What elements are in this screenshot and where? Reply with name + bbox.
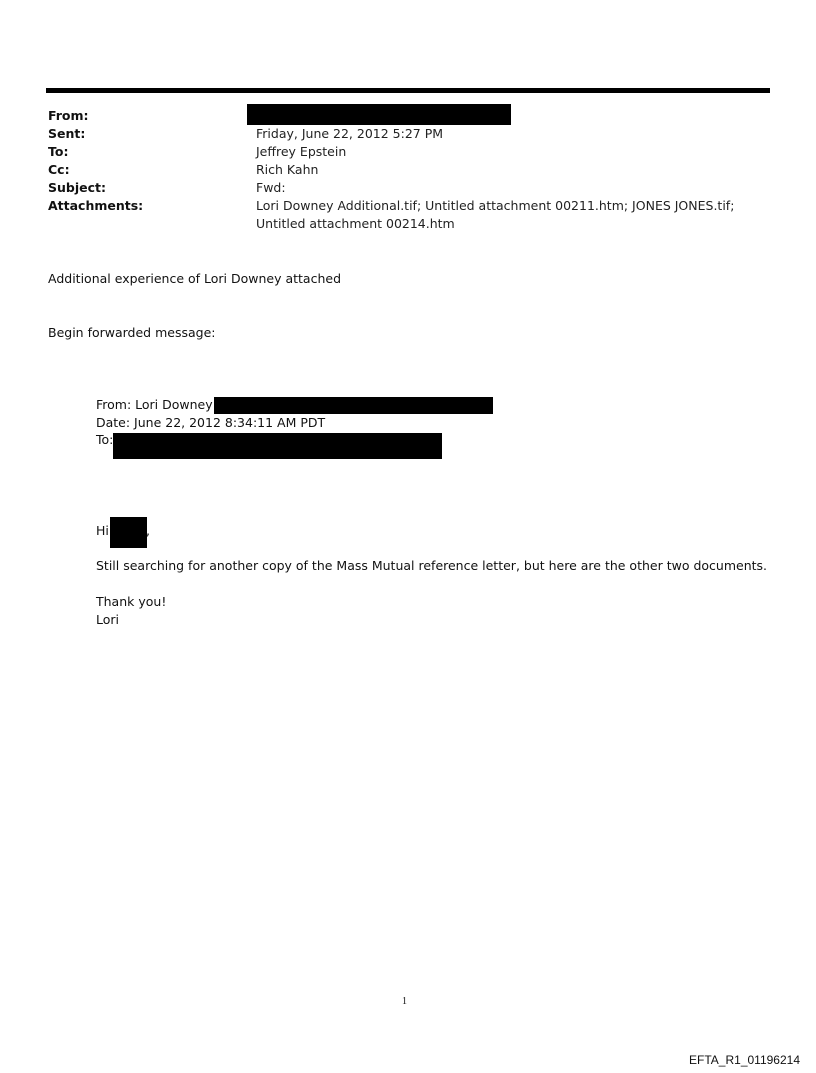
page-number: 1 — [402, 996, 407, 1007]
attachments-value: Lori Downey Additional.tif; Untitled attachment 00211.htm; JONES JONES.tif; Untitled attachment 00214.htm — [256, 198, 735, 231]
intro-text: Additional experience of Lori Downey attached — [48, 271, 341, 286]
to-label: To: — [48, 144, 69, 159]
forward-note: Begin forwarded message: — [48, 325, 216, 340]
cc-label: Cc: — [48, 162, 70, 177]
from-label: From: — [48, 108, 89, 123]
forwarded-to-redaction — [113, 433, 442, 459]
forwarded-from-line: From: Lori Downey — [96, 397, 213, 412]
attachments-label: Attachments: — [48, 198, 144, 213]
sent-value: Friday, June 22, 2012 5:27 PM — [256, 126, 444, 141]
from-redaction — [247, 104, 511, 125]
forwarded-from-redaction — [214, 397, 493, 414]
subject-value: Fwd: — [256, 180, 286, 195]
message-text: Still searching for another copy of the Mass Mutual reference letter, but here are the other two documents. — [96, 558, 768, 573]
signature-text: Lori — [96, 612, 120, 627]
forwarded-to-line: To: — [96, 432, 114, 447]
greeting-name-redaction — [110, 517, 147, 548]
document-id: EFTA_R1_01196214 — [689, 1053, 800, 1067]
to-value: Jeffrey Epstein — [256, 144, 347, 159]
greeting-text: Hi — [96, 523, 109, 538]
forwarded-date-line: Date: June 22, 2012 8:34:11 AM PDT — [96, 415, 326, 430]
header-divider — [46, 88, 770, 93]
subject-label: Subject: — [48, 180, 106, 195]
closing-text: Thank you! — [96, 594, 167, 609]
sent-label: Sent: — [48, 126, 86, 141]
greeting-comma: , — [146, 523, 150, 538]
cc-value: Rich Kahn — [256, 162, 319, 177]
